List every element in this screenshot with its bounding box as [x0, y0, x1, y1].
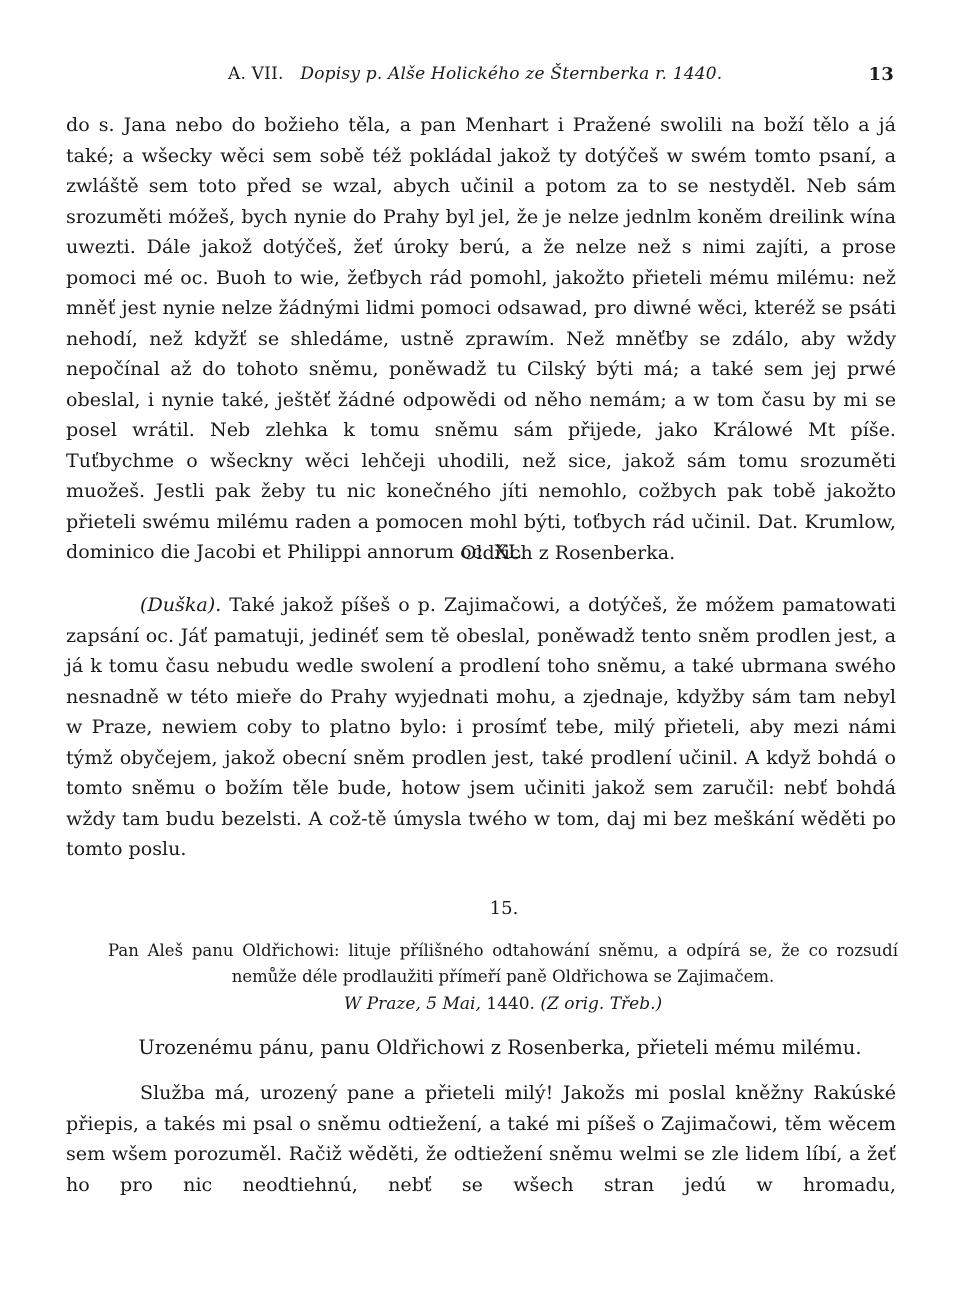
- letter-14-body: [66, 110, 896, 568]
- letter-14-paragraph: do s. Jana nebo do božieho těla, a pan Menhart i Pražené swolili na boží tělo a já také; a wšecky wěci sem sobě též pokládal jakož ty dotýčeš w swém tomto psaní, a zwláště sem toto před se wzal, abych učinil a potom za to se nestyděl. Neb sám srozuměti móžeš, bych nynie do Prahy byl jel, že je nelze jednlm koněm dreilink wína uwezti. Dále jakož dotýčeš, žeť úroky berú, a že nelze než s nimi zajíti, a prose pomoci mé oc. Buoh to wie, žeťbych rád pomohl, jakožto přieteli mému milému: než mněť jest nynie nelze žádnými lidmi pomoci odsawad, pro diwné wěci, kteréž se psáti nehodí, než kdyžť se shledáme, ustně zprawím. Než mněťby se zdálo, aby wždy nepočínal až do tohoto sněmu, poněwadž tu Cilský býti má; a také sem jej prwé obeslal, i nynie také, ještěť žádné odpowědi od něho nemám; a w tom času by mi se posel wrátil. Neb zlehka k tomu sněmu sám přijede, jako Králowé Mt píše. Tuťbychme o wšeckny wěci lehčeji uhodili, než sice, jakož sám tomu srozuměti muožeš. Jestli pak žeby tu nic konečného jíti nemohlo, cožbych pak tobě jakožto přieteli swému milému raden a pomocen mohl býti, toťbych rád učinil. Dat. Krumlow, dominico die Jacobi et Philippi annorum oc. XL.: [66, 113, 896, 563]
- running-header: [228, 64, 722, 84]
- document-summary: Pan Aleš panu Oldřichowi: lituje přílišného odtahowání sněmu, a odpírá se, že co rozsudí nemůže déle prodlaužiti přímeří paně Oldřichowa se Zajimačem.: [108, 941, 898, 986]
- dateline-place: W Praze, 5 Mai,: [343, 994, 481, 1014]
- dateline-year: 1440.: [486, 994, 535, 1014]
- signature: Oldřich z Rosenberka.: [460, 542, 676, 564]
- letter-address: Urozenému pánu, panu Oldřichowi z Rosenberka, přieteli mému milému.: [138, 1036, 862, 1059]
- page-number: 13: [868, 64, 894, 85]
- postscript-lead: (Duška).: [140, 593, 222, 616]
- letter-15-paragraph: Služba má, urozený pane a přieteli milý! Jakožs mi poslal kněžny Rakúské přiepis, a takés mi psal o sněmu odtiežení, a také mi píšeš o Zajimačowi, těm wěcem sem wšem porozuměl. Račiž wěděti, že odtiežení sněmu welmi se zle lidem líbí, a žeť ho pro nic neodtiehnú, nebť se wšech stran jedú w hromadu,: [66, 1081, 896, 1196]
- postscript: [66, 590, 896, 865]
- postscript-text: Také jakož píšeš o p. Zajimačowi, a dotýčeš, že móžem pamatowati zapsání oc. Jáť pamatuji, jedinéť sem tě obeslal, poněwadž tento sněm prodlen jest, a já k tomu času nebudu wedle swolení a prodlení toho sněmu, a také ubrmana swého nesnadně w této mieře do Prahy wyjednati mohu, a zjednaje, kdyžby sám tam nebyl w Praze, newiem coby to platno bylo: i prosímť tebe, milý přieteli, aby mezi námi týmž obyčejem, jakož obecní sněm prodlen jest, také prodlení učinil. A když bohdá o tomto sněmu o božím těle bude, hotow jsem učiniti jakož sem zaručil: nebť bohdá wždy tam budu bezelsti. A což-tě úmysla twého w tom, daj mi bez meškání wěděti po tomto poslu.: [66, 593, 896, 860]
- postscript-paragraph: [66, 590, 896, 865]
- dateline-source: (Z orig. Třeb.): [540, 994, 663, 1014]
- dateline: [0, 994, 960, 1014]
- page-header: [66, 64, 894, 90]
- letter-15-body: [66, 1078, 896, 1200]
- running-title: Dopisy p. Alše Holického ze Šternberka r. 1440.: [300, 64, 723, 84]
- chapter-prefix: A. VII.: [228, 64, 284, 84]
- document-number: 15.: [489, 898, 519, 919]
